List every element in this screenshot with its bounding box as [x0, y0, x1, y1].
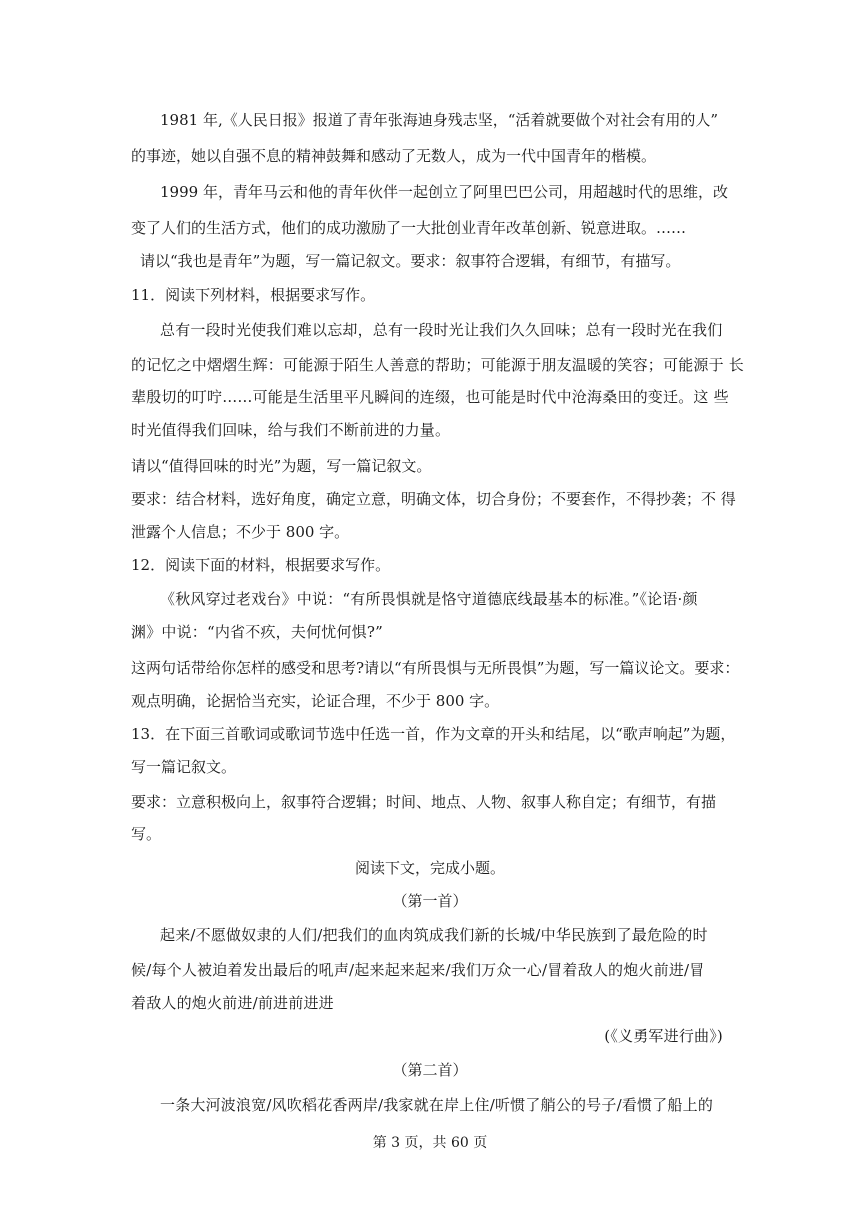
paragraph-line: 辈殷切的叮咛……可能是生活里平凡瞬间的连缀，也可能是时代中沧海桑田的变迁。这 些 [131, 388, 729, 406]
song-heading-2: （第二首） [392, 1061, 468, 1079]
page-footer: 第 3 页，共 60 页 [372, 1135, 488, 1151]
song-source: (《义勇军进行曲》) [604, 1027, 723, 1045]
paragraph-line: 1981 年,《人民日报》报道了青年张海迪身残志坚，“活着就要做个对社会有用的人” [160, 111, 719, 129]
paragraph-line: 变了人们的生活方式，他们的成功激励了一大批创业青年改革创新、锐意进取。…… [131, 219, 687, 237]
lyric-line: 起来/不愿做奴隶的人们/把我们的血肉筑成我们新的长城/中华民族到了最危险的时 [160, 926, 708, 944]
question-heading-13: 13．在下面三首歌词或歌词节选中任选一首，作为文章的开头和结尾，以“歌声响起”为题， [131, 725, 736, 743]
paragraph-line: 时光值得我们回味，给与我们不断前进的力量。 [131, 421, 451, 439]
prompt-line: 请以“值得回味的时光”为题，写一篇记叙文。 [131, 457, 432, 475]
lyric-line: 一条大河波浪宽/风吹稻花香两岸/我家就在岸上住/听惯了艄公的号子/看惯了船上的 [160, 1096, 714, 1114]
song-heading-1: （第一首） [392, 892, 468, 910]
paragraph-line: 总有一段时光使我们难以忘却，总有一段时光让我们久久回味；总有一段时光在我们 [160, 321, 723, 339]
requirement-line: 要求：结合材料，选好角度，确定立意，明确文体，切合身份；不要套作，不得抄袭；不 得 [131, 490, 736, 508]
prompt-line: 请以“我也是青年”为题，写一篇记叙文。要求：叙事符合逻辑，有细节，有描写。 [140, 252, 681, 270]
prompt-line: 这两句话带给你怎样的感受和思考?请以“有所畏惧与无所畏惧”为题，写一篇议论文。要求： [131, 659, 740, 677]
question-heading-12: 12．阅读下面的材料，根据要求写作。 [131, 556, 391, 574]
section-instruction: 阅读下文，完成小题。 [354, 859, 505, 877]
paragraph-line: 的事迹，她以自强不息的精神鼓舞和感动了无数人，成为一代中国青年的楷模。 [131, 147, 657, 165]
paragraph-line: 1999 年，青年马云和他的青年伙伴一起创立了阿里巴巴公司，用超越时代的思维，改 [160, 183, 728, 201]
question-heading-13-cont: 写一篇记叙文。 [131, 758, 237, 776]
requirement-line: 泄露个人信息；不少于 800 字。 [131, 523, 350, 541]
prompt-line: 观点明确，论据恰当充实，论证合理，不少于 800 字。 [131, 692, 500, 710]
paragraph-line: 的记忆之中熠熠生辉：可能源于陌生人善意的帮助；可能源于朋友温暖的笑容；可能源于 长 [131, 356, 744, 374]
paragraph-line: 《秋风穿过老戏台》中说：“有所畏惧就是恪守道德底线最基本的标准。”《论语·颜 [160, 590, 698, 608]
lyric-line: 候/每个人被迫着发出最后的吼声/起来起来起来/我们万众一心/冒着敌人的炮火前进/冒 [131, 961, 705, 979]
lyric-line: 着敌人的炮火前进/前进前进进 [131, 994, 334, 1012]
requirement-line: 写。 [131, 825, 162, 843]
paragraph-line: 渊》中说：“内省不疚，夫何忧何惧?” [131, 623, 383, 641]
question-heading-11: 11．阅读下列材料，根据要求写作。 [131, 286, 376, 304]
requirement-line: 要求：立意积极向上，叙事符合逻辑；时间、地点、人物、叙事人称自定；有细节，有描 [131, 793, 717, 811]
